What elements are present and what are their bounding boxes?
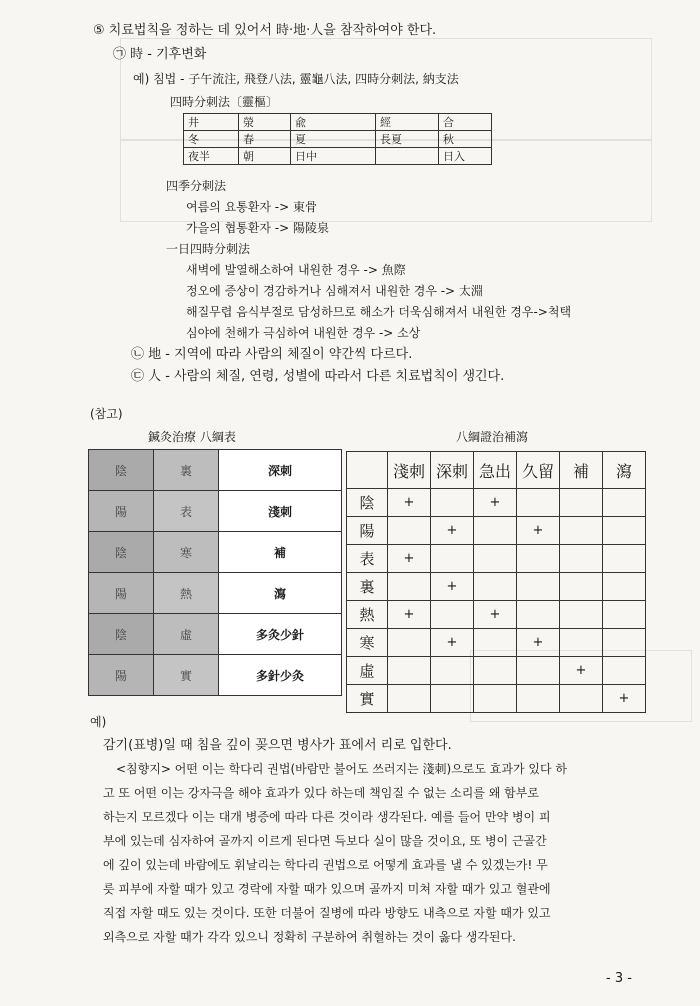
table-cell: 陽 bbox=[89, 491, 154, 532]
table-cell bbox=[388, 573, 431, 601]
table-cell bbox=[431, 657, 474, 685]
table-cell: + bbox=[474, 489, 517, 517]
table-cell: 兪 bbox=[291, 114, 376, 131]
table-cell bbox=[517, 657, 560, 685]
table-row bbox=[347, 685, 646, 713]
table-row bbox=[184, 148, 492, 165]
row-header-cell: 實 bbox=[347, 685, 388, 713]
table-cell: + bbox=[388, 545, 431, 573]
table-cell bbox=[474, 517, 517, 545]
table-cell bbox=[388, 629, 431, 657]
paragraph-line: 고 또 어떤 이는 강자극을 해야 효과가 있다 하는데 책임질 수 없는 소리를 왜 함부로 bbox=[103, 786, 539, 800]
row-header-cell: 陰 bbox=[347, 489, 388, 517]
table-header-cell: 補 bbox=[560, 452, 603, 489]
table-header-row bbox=[347, 452, 646, 489]
day-item: 심야에 천해가 극심하여 내원한 경우 -> 소상 bbox=[186, 326, 421, 340]
table-row bbox=[184, 114, 492, 131]
reference-label: (참고) bbox=[90, 407, 123, 421]
table-cell bbox=[603, 629, 646, 657]
table-row bbox=[347, 629, 646, 657]
day-item: 새벽에 발열해소하여 내원한 경우 -> 魚際 bbox=[186, 263, 406, 277]
table-cell bbox=[560, 545, 603, 573]
table-cell: 陰 bbox=[89, 450, 154, 491]
table-cell: + bbox=[517, 629, 560, 657]
table-cell bbox=[517, 573, 560, 601]
table-cell: 日入 bbox=[439, 148, 492, 165]
time-example: 예) 침법 - 子午流注, 飛登八法, 靈龜八法, 四時分刺法, 納支法 bbox=[133, 72, 459, 86]
table-row bbox=[89, 532, 342, 573]
paragraph-line: <침향지> 어떤 이는 학다리 권법(바람만 불어도 쓰러지는 淺刺)으로도 효과가 있다 하 bbox=[116, 762, 567, 776]
table-cell bbox=[431, 601, 474, 629]
table-cell bbox=[603, 517, 646, 545]
table-cell: 熱 bbox=[154, 573, 219, 614]
row-header-cell: 陽 bbox=[347, 517, 388, 545]
paragraph-line: 하는지 모르겠다 이는 대개 병증에 따라 다른 것이라 생각된다. 예를 들어 만약 병이 피 bbox=[103, 810, 551, 824]
day-item: 해질무렵 음식부절로 담성하므로 해소가 더욱심해져서 내원한 경우->척택 bbox=[186, 305, 572, 319]
table-cell: 陰 bbox=[89, 614, 154, 655]
table-cell: 秋 bbox=[439, 131, 492, 148]
table-cell: 朝 bbox=[239, 148, 291, 165]
table-cell: + bbox=[560, 657, 603, 685]
table-cell bbox=[560, 629, 603, 657]
table-row bbox=[89, 450, 342, 491]
row-header-cell: 表 bbox=[347, 545, 388, 573]
table-cell bbox=[603, 657, 646, 685]
table-row bbox=[89, 614, 342, 655]
table-cell: 淺刺 bbox=[219, 491, 342, 532]
paragraph-line: 에 깊이 있는데 바람에도 휘날리는 학다리 권법으로 어떻게 효과를 낼 수 있겠는가! 무 bbox=[103, 858, 548, 872]
table-cell: 日中 bbox=[291, 148, 376, 165]
table-cell: 多針少灸 bbox=[219, 655, 342, 696]
table-cell: + bbox=[474, 601, 517, 629]
table-row bbox=[347, 489, 646, 517]
paragraph-line: 릇 피부에 자할 때가 있고 경락에 자할 때가 있으며 골까지 미쳐 자할 때가 있고 혈관에 bbox=[103, 882, 551, 896]
table-cell bbox=[603, 489, 646, 517]
paragraph-line: 감기(표병)일 때 침을 깊이 꽂으면 병사가 표에서 리로 입한다. bbox=[103, 738, 452, 753]
table-cell: 實 bbox=[154, 655, 219, 696]
table-cell: 滎 bbox=[239, 114, 291, 131]
table-cell bbox=[560, 517, 603, 545]
row-header-cell: 熱 bbox=[347, 601, 388, 629]
table-cell bbox=[388, 685, 431, 713]
time-heading: ㉠ 時 - 기후변화 bbox=[113, 47, 207, 62]
table-cell bbox=[560, 489, 603, 517]
table-cell: 裏 bbox=[154, 450, 219, 491]
table-cell: + bbox=[431, 573, 474, 601]
table-cell bbox=[517, 601, 560, 629]
table-cell: 瀉 bbox=[219, 573, 342, 614]
table-header-cell: 急出 bbox=[474, 452, 517, 489]
table-cell bbox=[474, 629, 517, 657]
person-heading: ㉢ 人 - 사람의 체질, 연령, 성별에 따라서 다른 치료법칙이 생긴다. bbox=[131, 369, 505, 384]
table-cell bbox=[388, 657, 431, 685]
table-cell bbox=[603, 601, 646, 629]
season-item: 여름의 요통환자 -> 東骨 bbox=[186, 200, 317, 214]
table-cell: 合 bbox=[439, 114, 492, 131]
table-cell bbox=[431, 685, 474, 713]
four-season-heading: 四季分刺法 bbox=[166, 179, 227, 193]
table-cell bbox=[517, 545, 560, 573]
table-cell bbox=[603, 573, 646, 601]
paragraph-line: 외측으로 자할 때가 각각 있으니 정확히 구분하여 취혈하는 것이 옳다 생각된다. bbox=[103, 930, 516, 944]
paragraph-line: 부에 있는데 심자하여 골까지 이르게 된다면 득보다 실이 많을 것이요, 또 병이 근골간 bbox=[103, 834, 547, 848]
example-label: 예) bbox=[90, 715, 107, 729]
day-item: 정오에 증상이 경감하거나 심해져서 내원한 경우 -> 太淵 bbox=[186, 284, 483, 298]
table-cell bbox=[560, 685, 603, 713]
table-cell: 經 bbox=[376, 114, 439, 131]
tonify-drain-table bbox=[346, 451, 646, 713]
table-cell bbox=[474, 685, 517, 713]
table-cell: 陽 bbox=[89, 573, 154, 614]
table-row bbox=[347, 657, 646, 685]
table-row bbox=[347, 517, 646, 545]
table-cell bbox=[388, 517, 431, 545]
table-cell: 井 bbox=[184, 114, 239, 131]
table-header-cell: 瀉 bbox=[603, 452, 646, 489]
paragraph-line: 직접 자할 때도 있는 것이다. 또한 더불어 질병에 따라 방향도 내측으로 자할 때가 있고 bbox=[103, 906, 551, 920]
row-header-cell: 虛 bbox=[347, 657, 388, 685]
table-cell bbox=[560, 601, 603, 629]
table-cell bbox=[431, 489, 474, 517]
rule-heading: ⑤ 치료법칙을 정하는 데 있어서 時·地·人을 참작하여야 한다. bbox=[93, 23, 437, 38]
page-number: - 3 - bbox=[606, 971, 632, 986]
table-caption: 八綱證治補瀉 bbox=[456, 430, 529, 444]
row-header-cell: 寒 bbox=[347, 629, 388, 657]
table-cell bbox=[603, 545, 646, 573]
table-cell bbox=[376, 148, 439, 165]
table-cell: 補 bbox=[219, 532, 342, 573]
table-cell: 春 bbox=[239, 131, 291, 148]
table-cell bbox=[474, 573, 517, 601]
table-cell: 虛 bbox=[154, 614, 219, 655]
table-row bbox=[89, 573, 342, 614]
table-cell: 陰 bbox=[89, 532, 154, 573]
table-cell: + bbox=[431, 629, 474, 657]
table-row bbox=[89, 491, 342, 532]
table-cell: + bbox=[388, 601, 431, 629]
table-cell: 夏 bbox=[291, 131, 376, 148]
table-row bbox=[347, 573, 646, 601]
table-row bbox=[184, 131, 492, 148]
table-cell bbox=[474, 545, 517, 573]
four-time-heading: 四時分刺法〔靈樞〕 bbox=[170, 95, 279, 109]
table-cell: 夜半 bbox=[184, 148, 239, 165]
table-header-cell: 淺刺 bbox=[388, 452, 431, 489]
table-cell: 深刺 bbox=[219, 450, 342, 491]
table-header-cell: 深刺 bbox=[431, 452, 474, 489]
table-cell: 冬 bbox=[184, 131, 239, 148]
table-row bbox=[347, 545, 646, 573]
table-cell bbox=[474, 657, 517, 685]
table-cell: + bbox=[388, 489, 431, 517]
day-heading: 一日四時分刺法 bbox=[166, 242, 251, 256]
table-cell: + bbox=[431, 517, 474, 545]
table-row bbox=[89, 655, 342, 696]
table-cell: 寒 bbox=[154, 532, 219, 573]
table-cell bbox=[431, 545, 474, 573]
table-cell: 表 bbox=[154, 491, 219, 532]
table-cell bbox=[517, 685, 560, 713]
table-cell: 多灸少針 bbox=[219, 614, 342, 655]
table-header-cell: 久留 bbox=[517, 452, 560, 489]
row-header-cell: 裏 bbox=[347, 573, 388, 601]
four-time-table bbox=[183, 113, 492, 165]
table-cell: + bbox=[517, 517, 560, 545]
table-cell: 長夏 bbox=[376, 131, 439, 148]
table-cell: 陽 bbox=[89, 655, 154, 696]
table-row bbox=[347, 601, 646, 629]
place-heading: ㉡ 地 - 지역에 따라 사람의 체질이 약간씩 다르다. bbox=[131, 347, 413, 362]
table-header-cell bbox=[347, 452, 388, 489]
table-cell bbox=[560, 573, 603, 601]
table-cell: + bbox=[603, 685, 646, 713]
table-cell bbox=[517, 489, 560, 517]
table-caption: 鍼灸治療 八綱表 bbox=[148, 430, 236, 444]
eight-principles-table bbox=[88, 449, 342, 696]
season-item: 가을의 협통환자 -> 陽陵泉 bbox=[186, 221, 329, 235]
